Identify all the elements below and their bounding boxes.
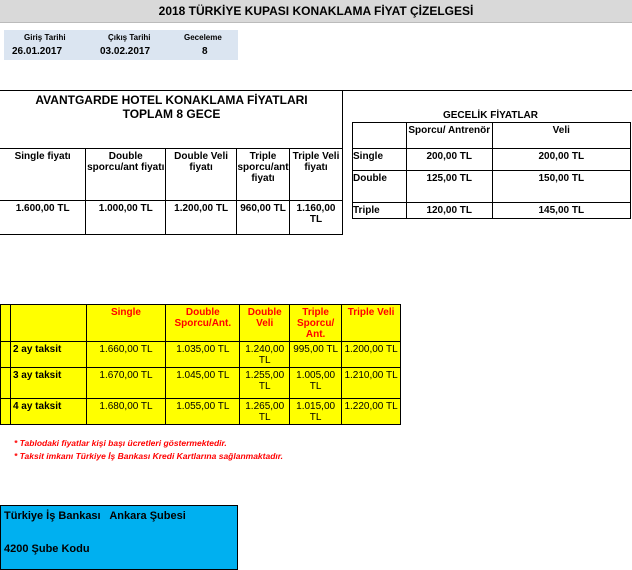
taksit-cell: 995,00 TL [290, 342, 342, 368]
gecelik-cell: 120,00 TL [406, 203, 492, 219]
stay-dates [4, 30, 238, 60]
gecelik-row-label: Double [353, 171, 407, 203]
taksit-cell: 1.240,00 TL [240, 342, 290, 368]
gecelik-cell: 200,00 TL [492, 149, 630, 171]
value-double-sporcu: 1.000,00 TL [86, 201, 166, 235]
gecelik-header-sporcu: Sporcu/ Antrenör [406, 123, 492, 149]
gecelik-header-veli: Veli [492, 123, 630, 149]
checkout-value: 03.02.2017 [100, 46, 151, 57]
gecelik-cell: 150,00 TL [492, 171, 630, 203]
taksit-cell: 1.035,00 TL [166, 342, 240, 368]
value-triple-sporcu: 960,00 TL [237, 201, 290, 235]
note-installment: * Taksit imkanı Türkiye İş Bankası Kredi Kartlarına sağlanmaktadır. [14, 451, 283, 461]
checkout-label: Çıkış Tarihi [108, 33, 151, 42]
bank-branch-code: 4200 Şube Kodu [4, 543, 90, 555]
taksit-header-single: Single [86, 305, 166, 342]
gecelik-row-label: Single [353, 149, 407, 171]
taksit-cell: 1.255,00 TL [240, 368, 290, 399]
taksit-row-label: 2 ay taksit [10, 342, 86, 368]
taksit-header-triple-sporcu: Triple Sporcu/ Ant. [290, 305, 342, 342]
gecelik-cell: 125,00 TL [406, 171, 492, 203]
value-double-veli: 1.200,00 TL [166, 201, 237, 235]
taksit-table [0, 304, 401, 425]
taksit-header-double-veli: Double Veli [240, 305, 290, 342]
gecelik-table [352, 122, 631, 219]
value-triple-veli: 1.160,00 TL [290, 201, 343, 235]
value-single: 1.600,00 TL [0, 201, 86, 235]
note-per-person: * Tablodaki fiyatlar kişi başı ücretleri göstermektedir. [14, 438, 227, 448]
bank-name: Türkiye İş Bankası Ankara Şubesi [4, 510, 186, 522]
taksit-cell: 1.015,00 TL [290, 399, 342, 425]
header-triple-veli: Triple Veli fiyatı [290, 149, 343, 201]
taksit-cell: 1.680,00 TL [86, 399, 166, 425]
taksit-row-label: 3 ay taksit [10, 368, 86, 399]
checkin-label: Giriş Tarihi [24, 33, 66, 42]
gecelik-cell: 145,00 TL [492, 203, 630, 219]
avantgarde-title: AVANTGARDE HOTEL KONAKLAMA FİYATLARI TOPLAM 8 GECE [35, 93, 308, 121]
taksit-cell: 1.265,00 TL [240, 399, 290, 425]
page-title: 2018 TÜRKİYE KUPASI KONAKLAMA FİYAT ÇİZELGESİ [0, 0, 632, 23]
taksit-header-triple-veli: Triple Veli [342, 305, 401, 342]
bank-info [0, 505, 238, 570]
taksit-cell: 1.045,00 TL [166, 368, 240, 399]
taksit-row-label: 4 ay taksit [10, 399, 86, 425]
taksit-cell: 1.670,00 TL [86, 368, 166, 399]
header-double-sporcu: Double sporcu/ant fiyatı [86, 149, 166, 201]
gecelik-title: GECELİK FİYATLAR [442, 110, 538, 121]
header-double-veli: Double Veli fiyatı [166, 149, 237, 201]
nights-value: 8 [202, 46, 208, 57]
header-triple-sporcu: Triple sporcu/ant fiyatı [237, 149, 290, 201]
taksit-cell: 1.200,00 TL [342, 342, 401, 368]
taksit-cell: 1.210,00 TL [342, 368, 401, 399]
taksit-cell: 1.055,00 TL [166, 399, 240, 425]
taksit-cell: 1.220,00 TL [342, 399, 401, 425]
taksit-cell: 1.660,00 TL [86, 342, 166, 368]
nights-label: Geceleme [184, 33, 222, 42]
gecelik-row-label: Triple [353, 203, 407, 219]
avantgarde-table [0, 148, 343, 235]
taksit-cell: 1.005,00 TL [290, 368, 342, 399]
header-single: Single fiyatı [0, 149, 86, 201]
checkin-value: 26.01.2017 [12, 46, 63, 57]
taksit-header-double-sporcu: Double Sporcu/Ant. [166, 305, 240, 342]
gecelik-cell: 200,00 TL [406, 149, 492, 171]
